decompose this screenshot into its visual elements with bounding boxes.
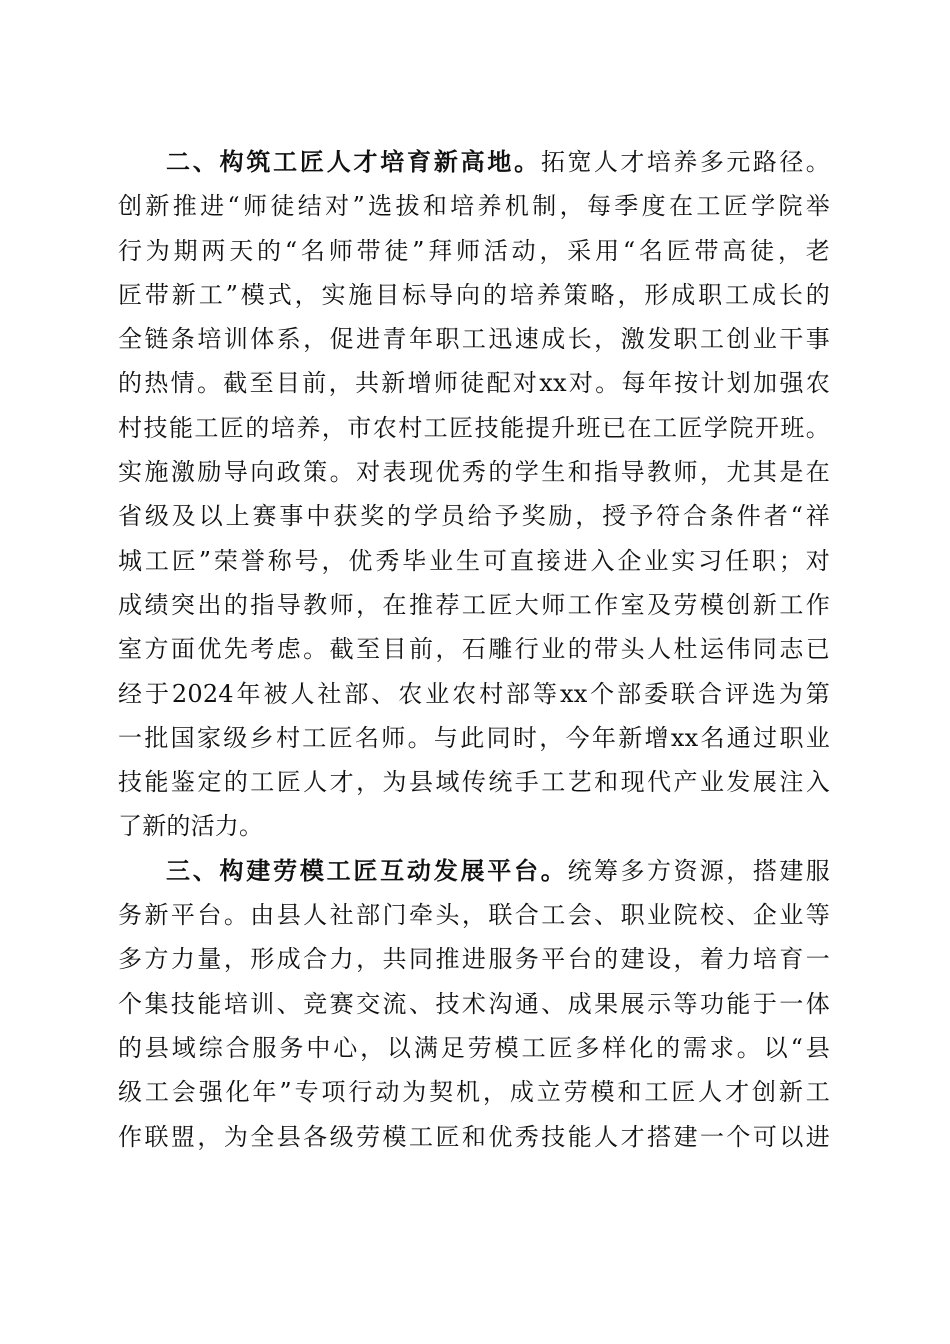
section-heading-2: 二、构筑工匠人才培育新高地。: [166, 148, 541, 176]
body-line: 多方力量，形成合力，共同推进服务平台的建设，着力培育一: [118, 945, 830, 974]
body-line: 个集技能培训、竞赛交流、技术沟通、成果展示等功能于一体: [118, 989, 830, 1018]
body-text: 拓宽人才培养多元路径。: [540, 148, 830, 176]
paragraph-2-line-1: [118, 140, 830, 184]
body-line: 省级及以上赛事中获奖的学员给予奖励，授予符合条件者“祥: [118, 502, 830, 531]
body-line: 级工会强化年”专项行动为契机，成立劳模和工匠人才创新工: [118, 1078, 830, 1107]
document-body: [118, 140, 830, 1159]
body-line: 行为期两天的“名师带徒”拜师活动，采用“名匠带高徒，老: [118, 236, 830, 265]
body-line: 作联盟，为全县各级劳模工匠和优秀技能人才搭建一个可以进: [118, 1122, 830, 1151]
paragraph-3-line-1: [118, 849, 830, 893]
body-line: 匠带新工”模式，实施目标导向的培养策略，形成职工成长的: [118, 280, 830, 309]
body-line: 技能鉴定的工匠人才，为县域传统手工艺和现代产业发展注入: [118, 768, 830, 797]
body-line: 了新的活力。: [118, 812, 264, 841]
body-line: 的热情。截至目前，共新增师徒配对xx对。每年按计划加强农: [118, 369, 830, 398]
body-line: 成绩突出的指导教师，在推荐工匠大师工作室及劳模创新工作: [118, 590, 830, 619]
body-line: 城工匠”荣誉称号，优秀毕业生可直接进入企业实习任职；对: [118, 546, 830, 575]
section-heading-3: 三、构建劳模工匠互动发展平台。: [166, 856, 568, 885]
body-line: 的县域综合服务中心，以满足劳模工匠多样化的需求。以“县: [118, 1033, 830, 1062]
body-text: 统筹多方资源，搭建服: [567, 856, 830, 885]
body-line: 一批国家级乡村工匠名师。与此同时，今年新增xx名通过职业: [118, 723, 830, 752]
body-line: 全链条培训体系，促进青年职工迅速成长，激发职工创业干事: [118, 325, 830, 354]
body-line: 经于2024年被人社部、农业农村部等xx个部委联合评选为第: [118, 679, 830, 708]
body-line: 村技能工匠的培养，市农村工匠技能提升班已在工匠学院开班。: [118, 413, 830, 442]
body-line: 务新平台。由县人社部门牵头，联合工会、职业院校、企业等: [118, 901, 830, 930]
body-line: 室方面优先考虑。截至目前，石雕行业的带头人杜运伟同志已: [118, 635, 830, 664]
body-line: 实施激励导向政策。对表现优秀的学生和指导教师，尤其是在: [118, 458, 830, 487]
body-line: 创新推进“师徒结对”选拔和培养机制，每季度在工匠学院举: [118, 192, 830, 221]
